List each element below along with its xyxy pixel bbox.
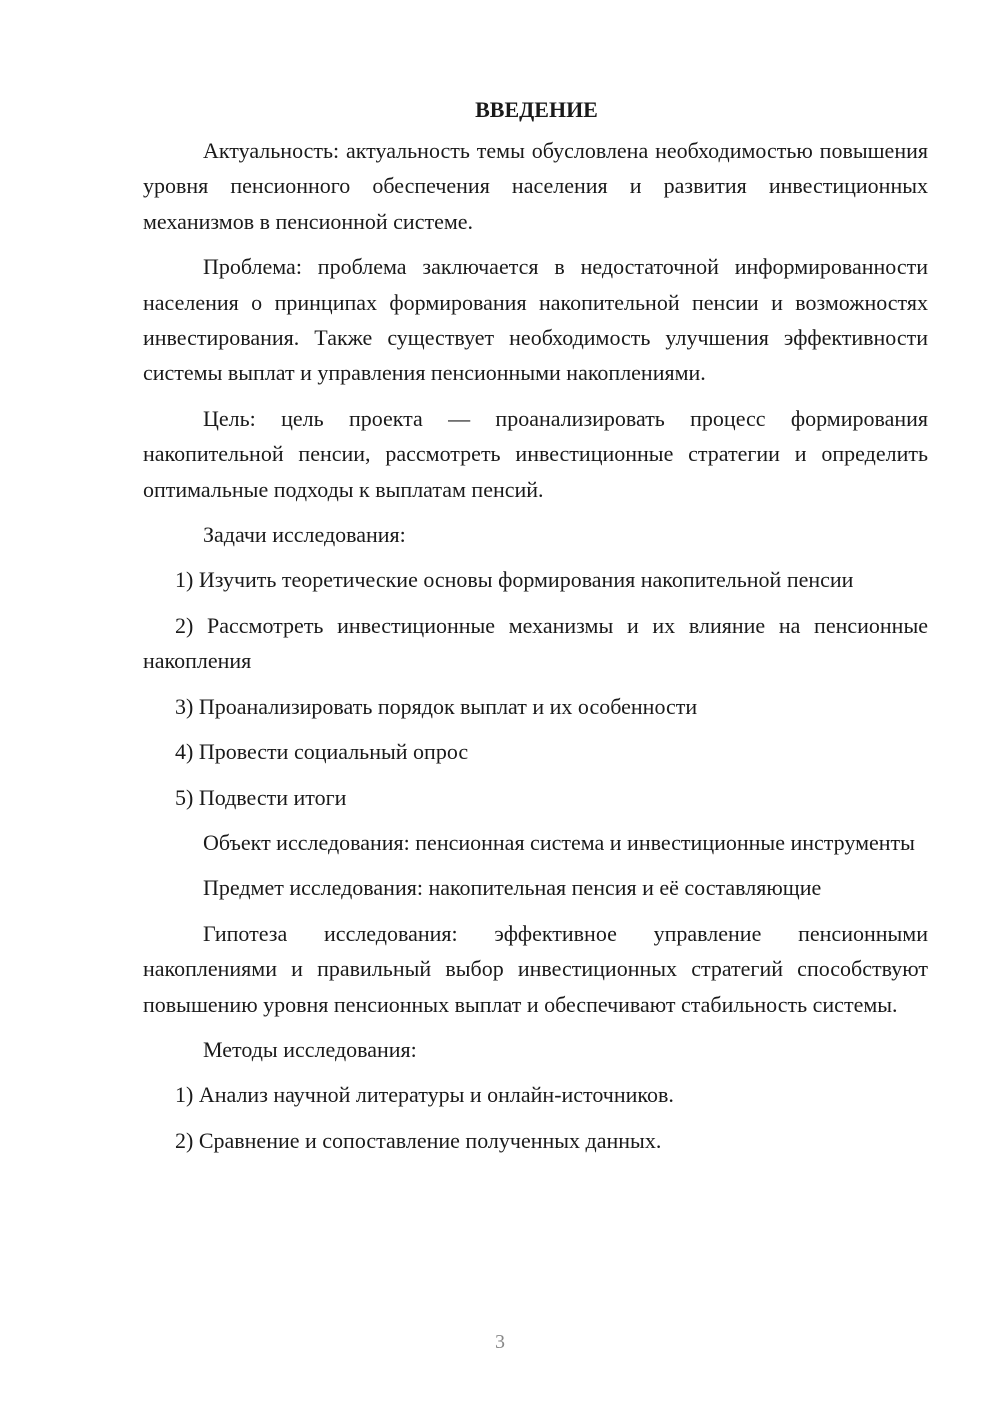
method-item-1: 1) Анализ научной литературы и онлайн-источников. xyxy=(175,1082,674,1108)
methods-heading: Методы исследования: xyxy=(203,1036,417,1062)
problem-paragraph: Проблема: проблема заключается в недостаточной информированности населения о принципах формирования накопительной пенсии и возможностях инвестирования. Также существует необходимость улучшения эффективности системы выплат и управления пенсионными накоплениями. xyxy=(143,254,928,386)
object-paragraph: Объект исследования: пенсионная система и инвестиционные инструменты xyxy=(203,829,915,855)
method-item-2: 2) Сравнение и сопоставление полученных данных. xyxy=(175,1127,662,1153)
document-page xyxy=(143,92,928,1168)
page-title: ВВЕДЕНИЕ xyxy=(475,97,598,122)
task-item-2: 2) Рассмотреть инвестиционные механизмы и их влияние на пенсионные накопления xyxy=(143,612,928,674)
task-item-4: 4) Провести социальный опрос xyxy=(175,739,469,765)
relevance-paragraph: Актуальность: актуальность темы обусловлена необходимостью повышения уровня пенсионного обеспечения населения и развития инвестиционных механизмов в пенсионной системе. xyxy=(143,138,928,234)
subject-paragraph: Предмет исследования: накопительная пенсия и её составляющие xyxy=(203,875,822,901)
goal-paragraph: Цель: цель проекта — проанализировать процесс формирования накопительной пенсии, рассмотреть инвестиционные стратегии и определить оптимальные подходы к выплатам пенсий. xyxy=(143,405,928,502)
task-item-5: 5) Подвести итоги xyxy=(175,784,347,810)
tasks-heading: Задачи исследования: xyxy=(203,522,406,548)
task-item-1: 1) Изучить теоретические основы формирования накопительной пенсии xyxy=(175,567,854,593)
task-item-3: 3) Проанализировать порядок выплат и их особенности xyxy=(175,693,698,719)
page-number: 3 xyxy=(495,1331,505,1353)
hypothesis-paragraph: Гипотеза исследования: эффективное управление пенсионными накоплениями и правильный выбор инвестиционных стратегий способствуют повышению уровня пенсионных выплат и обеспечивают стабильность системы. xyxy=(143,920,928,1017)
